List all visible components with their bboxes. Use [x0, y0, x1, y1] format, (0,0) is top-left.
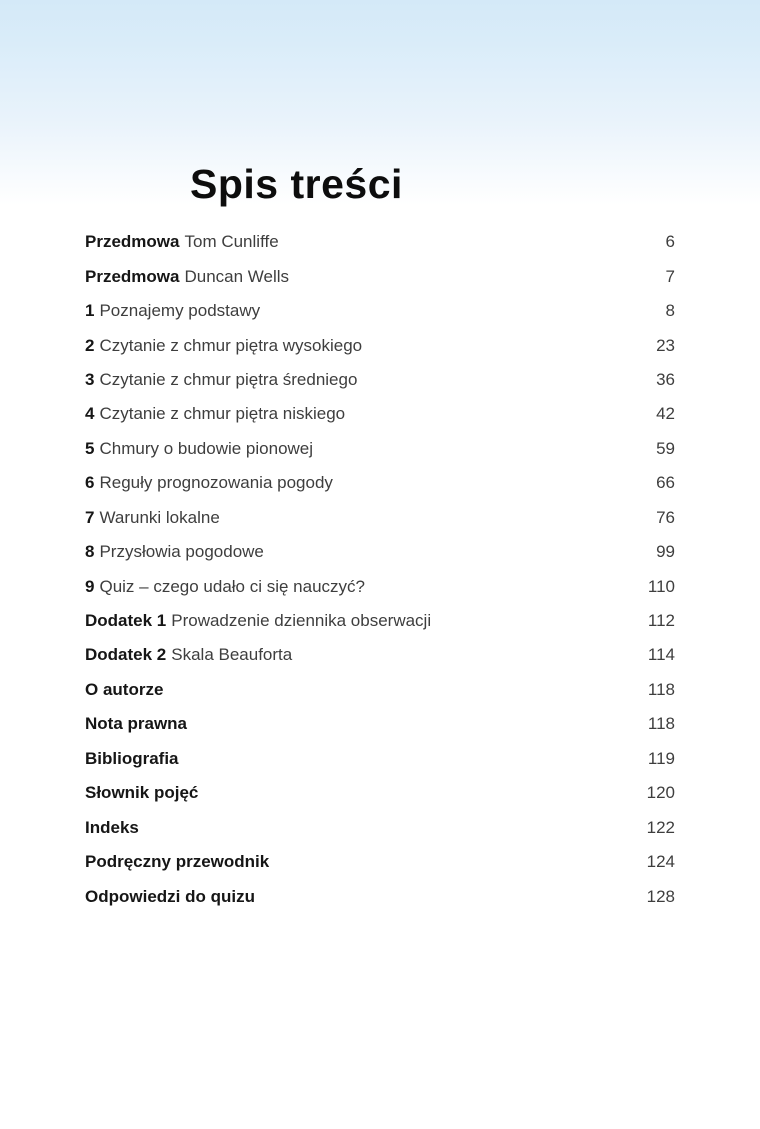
toc-entry-label [85, 783, 203, 803]
toc-entry-prefix: 3 [85, 369, 95, 389]
toc-entry-prefix: Słownik pojęć [85, 783, 199, 803]
toc-list [85, 225, 675, 914]
toc-entry-label [85, 714, 192, 734]
toc-entry-page-number: 7 [665, 266, 675, 286]
toc-entry-prefix: Nota prawna [85, 714, 188, 734]
toc-entry-label [85, 577, 365, 597]
toc-entry-label [85, 852, 274, 872]
toc-entry-title: Quiz – czego udało ci się nauczyć? [99, 576, 366, 596]
toc-row [85, 707, 675, 741]
toc-entry-title: Czytanie z chmur piętra niskiego [99, 404, 346, 424]
toc-entry-title: Skala Beauforta [171, 645, 293, 665]
toc-row [85, 397, 675, 431]
toc-entry-page-number: 122 [646, 817, 675, 837]
toc-entry-prefix: 1 [85, 301, 95, 321]
toc-entry-label [85, 301, 260, 321]
toc-row [85, 604, 675, 638]
toc-row [85, 638, 675, 672]
toc-entry-label [85, 232, 279, 252]
toc-entry-prefix: Przedmowa [85, 232, 180, 252]
toc-entry-title: Przysłowia pogodowe [99, 542, 264, 562]
toc-entry-page-number: 120 [646, 783, 675, 803]
toc-entry-page-number: 99 [656, 542, 675, 562]
toc-entry-page-number: 110 [647, 576, 675, 596]
toc-entry-prefix: 2 [85, 335, 95, 355]
toc-entry-prefix: 9 [85, 576, 95, 596]
toc-entry-label [85, 542, 264, 562]
toc-entry-title: Czytanie z chmur piętra średniego [99, 369, 358, 389]
toc-row [85, 810, 675, 844]
toc-entry-label [85, 645, 292, 665]
toc-entry-label [85, 404, 345, 424]
toc-entry-label [85, 749, 184, 769]
toc-entry-title: Tom Cunliffe [184, 232, 279, 252]
toc-entry-prefix: 4 [85, 404, 95, 424]
toc-entry-prefix: Dodatek 2 [85, 645, 167, 665]
toc-entry-page-number: 118 [647, 714, 675, 734]
toc-entry-title: Czytanie z chmur piętra wysokiego [99, 335, 363, 355]
toc-entry-label [85, 439, 313, 459]
toc-entry-prefix: O autorze [85, 679, 164, 699]
toc-entry-prefix: Bibliografia [85, 748, 179, 768]
toc-entry-prefix: 5 [85, 438, 95, 458]
toc-entry-label [85, 611, 431, 631]
toc-row [85, 432, 675, 466]
toc-entry-label [85, 473, 333, 493]
toc-entry-label [85, 336, 362, 356]
toc-row [85, 328, 675, 362]
toc-entry-label [85, 818, 144, 838]
toc-entry-page-number: 59 [656, 438, 675, 458]
toc-entry-label [85, 267, 289, 287]
toc-entry-label [85, 370, 357, 390]
toc-row [85, 501, 675, 535]
toc-row [85, 535, 675, 569]
toc-entry-prefix: 7 [85, 507, 95, 527]
toc-entry-title: Poznajemy podstawy [99, 301, 261, 321]
toc-row [85, 776, 675, 810]
toc-entry-prefix: Dodatek 1 [85, 611, 167, 631]
toc-entry-page-number: 119 [647, 748, 675, 768]
toc-entry-page-number: 23 [656, 335, 675, 355]
toc-entry-prefix: 8 [85, 542, 95, 562]
toc-entry-title: Duncan Wells [184, 266, 290, 286]
toc-row [85, 225, 675, 259]
toc-entry-title: Chmury o budowie pionowej [99, 438, 314, 458]
toc-entry-prefix: Odpowiedzi do quizu [85, 886, 255, 906]
toc-entry-label [85, 508, 220, 528]
toc-row [85, 879, 675, 913]
toc-entry-page-number: 118 [647, 679, 675, 699]
toc-entry-prefix: 6 [85, 473, 95, 493]
toc-row [85, 294, 675, 328]
page-title: Spis treści [190, 161, 403, 208]
toc-entry-title: Warunki lokalne [99, 507, 220, 527]
toc-entry-page-number: 124 [646, 852, 675, 872]
toc-entry-title: Prowadzenie dziennika obserwacji [171, 611, 432, 631]
toc-entry-page-number: 42 [656, 404, 675, 424]
toc-entry-page-number: 128 [646, 886, 675, 906]
toc-entry-page-number: 8 [665, 301, 675, 321]
toc-row [85, 569, 675, 603]
toc-entry-title: Reguły prognozowania pogody [99, 473, 333, 493]
toc-entry-label [85, 887, 260, 907]
toc-entry-page-number: 76 [656, 507, 675, 527]
toc-row [85, 466, 675, 500]
toc-row [85, 845, 675, 879]
toc-entry-prefix: Przedmowa [85, 266, 180, 286]
toc-entry-page-number: 66 [656, 473, 675, 493]
toc-row [85, 259, 675, 293]
toc-row [85, 673, 675, 707]
toc-entry-page-number: 114 [647, 645, 675, 665]
toc-entry-page-number: 6 [665, 232, 675, 252]
toc-entry-prefix: Podręczny przewodnik [85, 852, 270, 872]
toc-entry-page-number: 36 [656, 369, 675, 389]
toc-entry-label [85, 680, 168, 700]
toc-row [85, 363, 675, 397]
toc-entry-prefix: Indeks [85, 817, 139, 837]
toc-row [85, 742, 675, 776]
toc-entry-page-number: 112 [647, 611, 675, 631]
